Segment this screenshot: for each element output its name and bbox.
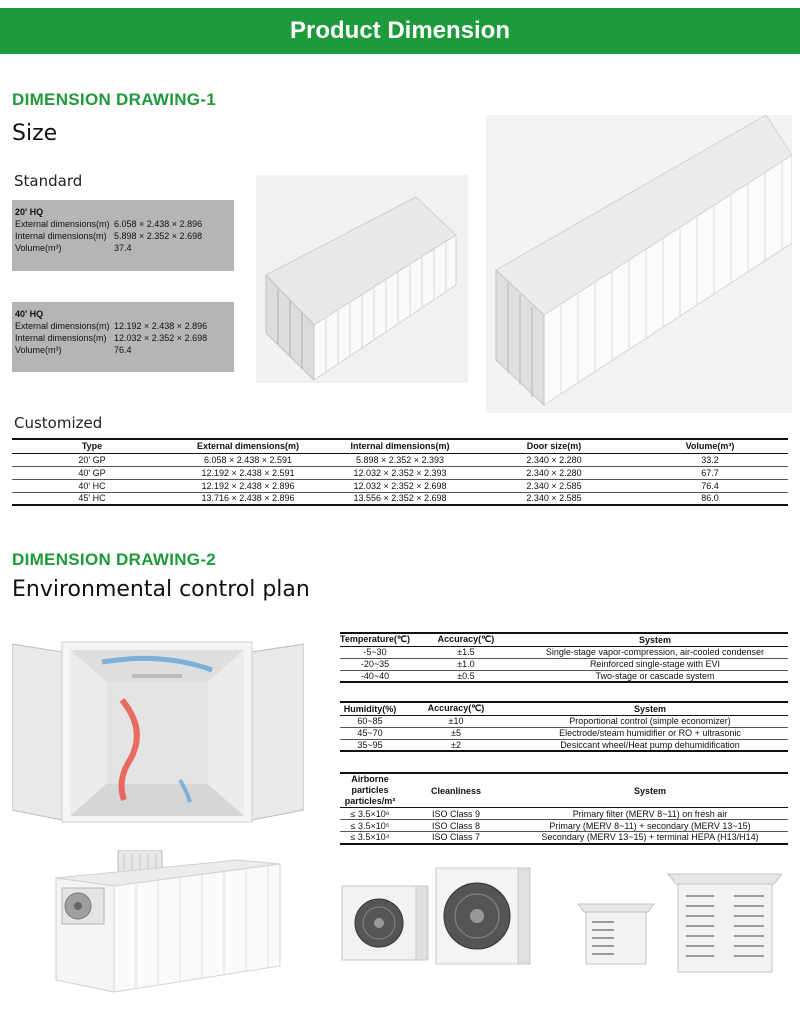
particle-table — [340, 772, 788, 845]
table-row — [340, 670, 788, 682]
table-row — [340, 658, 788, 670]
table-cell: Primary filter (MERV 8~11) on fresh air — [512, 808, 788, 820]
table-cell: ISO Class 9 — [400, 808, 512, 820]
table-cell: -20~35 — [340, 658, 410, 670]
table-row — [12, 453, 788, 466]
temperature-table — [340, 632, 788, 683]
table-cell: -5~30 — [340, 646, 410, 658]
table-cell: 2.340 × 2.585 — [476, 492, 632, 505]
table-cell: Secondary (MERV 13~15) + terminal HEPA (H13/H14) — [512, 832, 788, 844]
table-cell: 60~85 — [340, 715, 400, 727]
table-cell: ≤ 3.5×10⁴ — [340, 832, 400, 844]
table-row — [340, 727, 788, 739]
table-row — [340, 808, 788, 820]
spec-box-20hq — [12, 200, 234, 271]
table-cell: ±1.5 — [410, 646, 522, 658]
col-header: Cleanliness — [400, 773, 512, 808]
spec-value: 6.058 × 2.438 × 2.896 — [114, 219, 203, 229]
customized-label: Customized — [14, 414, 103, 432]
table-row — [340, 646, 788, 658]
table-cell: 40' HC — [12, 479, 172, 492]
table-cell: 6.058 × 2.438 × 2.591 — [172, 453, 324, 466]
container-with-ac-image — [48, 850, 284, 996]
col-header: Internal dimensions(m) — [324, 439, 476, 453]
table-cell: ±0.5 — [410, 670, 522, 682]
table-row — [340, 832, 788, 844]
spec-box-40hq — [12, 302, 234, 372]
spec-label: Volume(m³) — [15, 243, 62, 253]
spec-label: External dimensions(m) — [15, 321, 110, 331]
spec-value: 12.032 × 2.352 × 2.698 — [114, 333, 208, 343]
outdoor-ac-units-image — [340, 866, 532, 972]
table-cell: 2.340 × 2.585 — [476, 479, 632, 492]
section-2-heading: DIMENSION DRAWING-2 — [12, 550, 217, 569]
col-header: Humidity(%) — [340, 702, 400, 715]
col-header: Accuracy(℃) — [410, 633, 522, 646]
spec-value: 76.4 — [114, 345, 132, 355]
table-cell: 40' GP — [12, 466, 172, 479]
table-cell: Proportional control (simple economizer) — [512, 715, 788, 727]
humidity-table — [340, 701, 788, 752]
table-row — [340, 820, 788, 832]
table-cell: Reinforced single-stage with EVI — [522, 658, 788, 670]
table-cell: -40~40 — [340, 670, 410, 682]
table-cell: Desiccant wheel/Heat pump dehumidification — [512, 739, 788, 751]
col-header: System — [522, 633, 788, 646]
table-cell: 12.032 × 2.352 × 2.698 — [324, 479, 476, 492]
table-row — [12, 492, 788, 505]
spec-value: 5.898 × 2.352 × 2.698 — [114, 231, 203, 241]
col-header: Type — [12, 439, 172, 453]
table-cell: Two-stage or cascade system — [522, 670, 788, 682]
table-cell: Single-stage vapor-compression, air-cooled condenser — [522, 646, 788, 658]
spec-20hq-title: 20' HQ — [15, 207, 44, 217]
spec-value: 12.192 × 2.438 × 2.896 — [114, 321, 208, 331]
table-cell: Primary (MERV 8~11) + secondary (MERV 13~15) — [512, 820, 788, 832]
table-cell: ≤ 3.5×10⁵ — [340, 820, 400, 832]
table-row — [340, 739, 788, 751]
table-cell: 13.716 × 2.438 × 2.896 — [172, 492, 324, 505]
container-40ft-image — [486, 115, 792, 413]
table-cell: 12.192 × 2.438 × 2.896 — [172, 479, 324, 492]
customized-dimensions-table — [12, 438, 788, 506]
table-cell: ±2 — [400, 739, 512, 751]
table-cell: Electrode/steam humidifier or RO + ultrasonic — [512, 727, 788, 739]
table-cell: 45' HC — [12, 492, 172, 505]
table-cell: ISO Class 8 — [400, 820, 512, 832]
col-header: Accuracy(℃) — [400, 702, 512, 715]
spec-label: Volume(m³) — [15, 345, 62, 355]
table-cell: 67.7 — [632, 466, 788, 479]
col-header: Airborne particles particles/m³ — [340, 773, 400, 808]
section-1-heading: DIMENSION DRAWING-1 — [12, 90, 217, 109]
table-cell: 13.556 × 2.352 × 2.698 — [324, 492, 476, 505]
table-cell: ±1.0 — [410, 658, 522, 670]
table-cell: 20' GP — [12, 453, 172, 466]
col-header: System — [512, 773, 788, 808]
table-row — [12, 466, 788, 479]
table-cell: ISO Class 7 — [400, 832, 512, 844]
table-cell: 76.4 — [632, 479, 788, 492]
environmental-title: Environmental control plan — [12, 577, 310, 602]
spec-40hq-title: 40' HQ — [15, 309, 44, 319]
table-row — [12, 479, 788, 492]
size-title: Size — [12, 121, 58, 146]
table-cell: 2.340 × 2.280 — [476, 453, 632, 466]
col-header: External dimensions(m) — [172, 439, 324, 453]
table-cell: 5.898 × 2.352 × 2.393 — [324, 453, 476, 466]
spec-value: 37.4 — [114, 243, 132, 253]
spec-label: Internal dimensions(m) — [15, 231, 107, 241]
table-cell: ≤ 3.5×10⁶ — [340, 808, 400, 820]
container-20ft-image — [256, 175, 468, 383]
table-cell: 45~70 — [340, 727, 400, 739]
table-cell: 33.2 — [632, 453, 788, 466]
table-cell: ±5 — [400, 727, 512, 739]
spec-label: Internal dimensions(m) — [15, 333, 107, 343]
table-row — [340, 715, 788, 727]
table-cell: ±10 — [400, 715, 512, 727]
standard-label: Standard — [14, 172, 83, 190]
spec-label: External dimensions(m) — [15, 219, 110, 229]
table-cell: 2.340 × 2.280 — [476, 466, 632, 479]
table-cell: 35~95 — [340, 739, 400, 751]
col-header: Volume(m³) — [632, 439, 788, 453]
col-header: Temperature(℃) — [340, 634, 410, 645]
page-banner: Product Dimension — [0, 8, 800, 54]
table-cell: 12.192 × 2.438 × 2.591 — [172, 466, 324, 479]
louvered-housing-image — [578, 872, 782, 976]
table-cell: 12.032 × 2.352 × 2.393 — [324, 466, 476, 479]
table-cell: 86.0 — [632, 492, 788, 505]
container-interior-image — [12, 630, 304, 830]
col-header: System — [512, 702, 788, 715]
col-header: Door size(m) — [476, 439, 632, 453]
